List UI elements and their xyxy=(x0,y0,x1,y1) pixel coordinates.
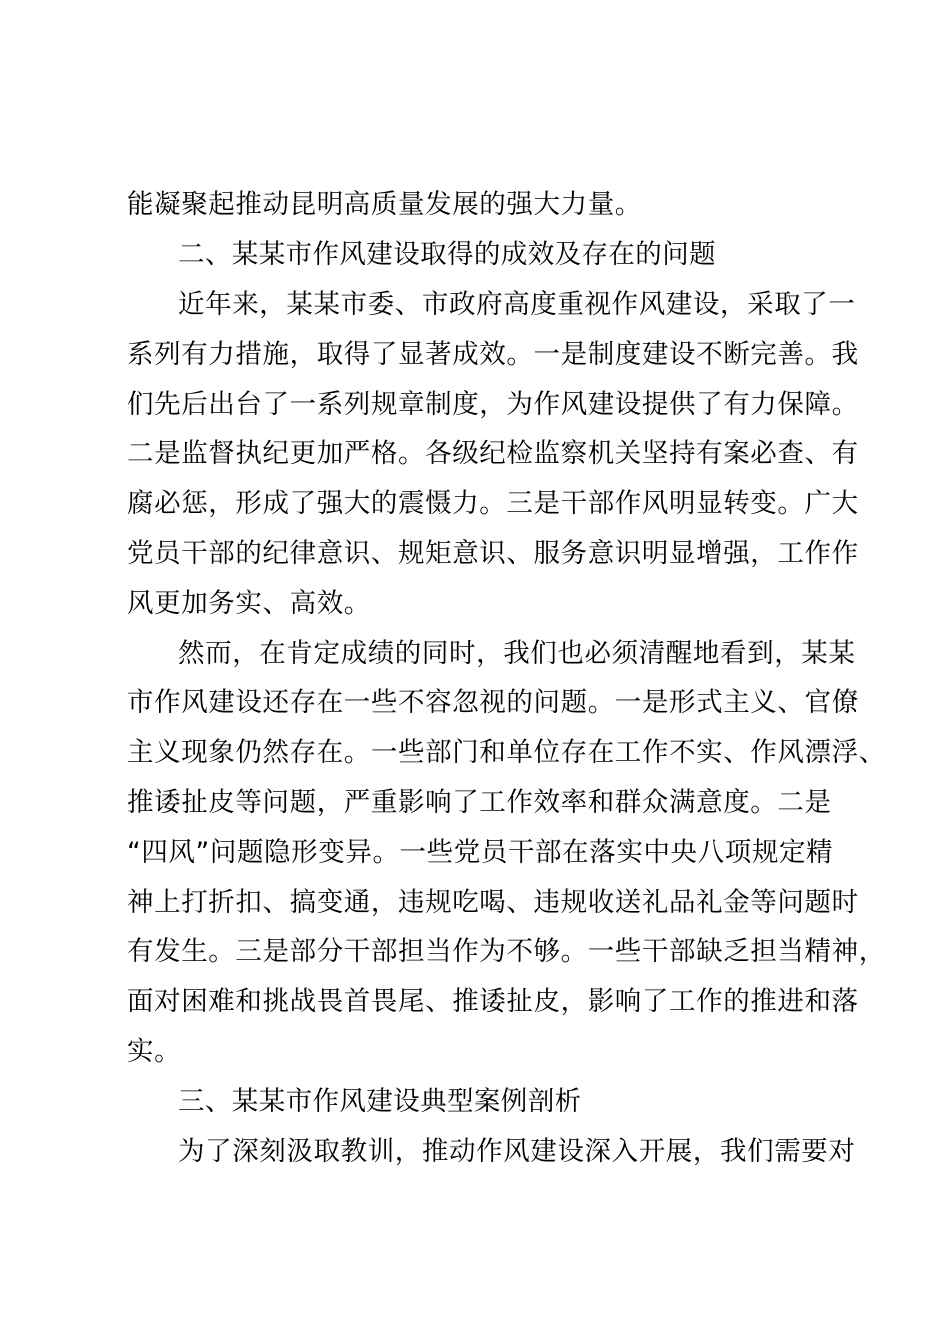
text-line: 市作风建设还存在一些不容忽视的问题。一是形式主义、官僚 xyxy=(127,687,859,718)
text-line: “四风”问题隐形变异。一些党员干部在落实中央八项规定精 xyxy=(127,837,834,868)
text-line: 能凝聚起推动昆明高质量发展的强大力量。 xyxy=(127,189,642,220)
text-line: 面对困难和挑战畏首畏尾、推诿扯皮，影响了工作的推进和落 xyxy=(127,986,859,1017)
text-line: 风更加务实、高效。 xyxy=(127,588,371,619)
text-line: 系列有力措施，取得了显著成效。一是制度建设不断完善。我 xyxy=(127,339,859,370)
text-line: 主义现象仍然存在。一些部门和单位存在工作不实、作风漂浮、 xyxy=(127,737,886,768)
section-heading: 二、某某市作风建设取得的成效及存在的问题 xyxy=(178,239,716,270)
text-line: 们先后出台了一系列规章制度，为作风建设提供了有力保障。 xyxy=(127,389,859,420)
text-line: 然而，在肯定成绩的同时，我们也必须清醒地看到，某某 xyxy=(178,638,856,669)
text-line: 神上打折扣、搞变通，违规吃喝、违规收送礼品礼金等问题时 xyxy=(127,887,859,918)
text-line: 党员干部的纪律意识、规矩意识、服务意识明显增强，工作作 xyxy=(127,538,859,569)
text-line: 为了深刻汲取教训，推动作风建设深入开展，我们需要对 xyxy=(178,1136,856,1167)
text-line: 推诿扯皮等问题，严重影响了工作效率和群众满意度。二是 xyxy=(127,787,832,818)
section-heading: 三、某某市作风建设典型案例剖析 xyxy=(178,1086,582,1117)
text-line: 实。 xyxy=(127,1036,182,1067)
text-line: 近年来，某某市委、市政府高度重视作风建设，采取了一 xyxy=(178,289,856,320)
text-line: 有发生。三是部分干部担当作为不够。一些干部缺乏担当精神， xyxy=(127,936,886,967)
text-line: 腐必惩，形成了强大的震慑力。三是干部作风明显转变。广大 xyxy=(127,488,859,519)
text-line: 二是监督执纪更加严格。各级纪检监察机关坚持有案必查、有 xyxy=(127,438,859,469)
